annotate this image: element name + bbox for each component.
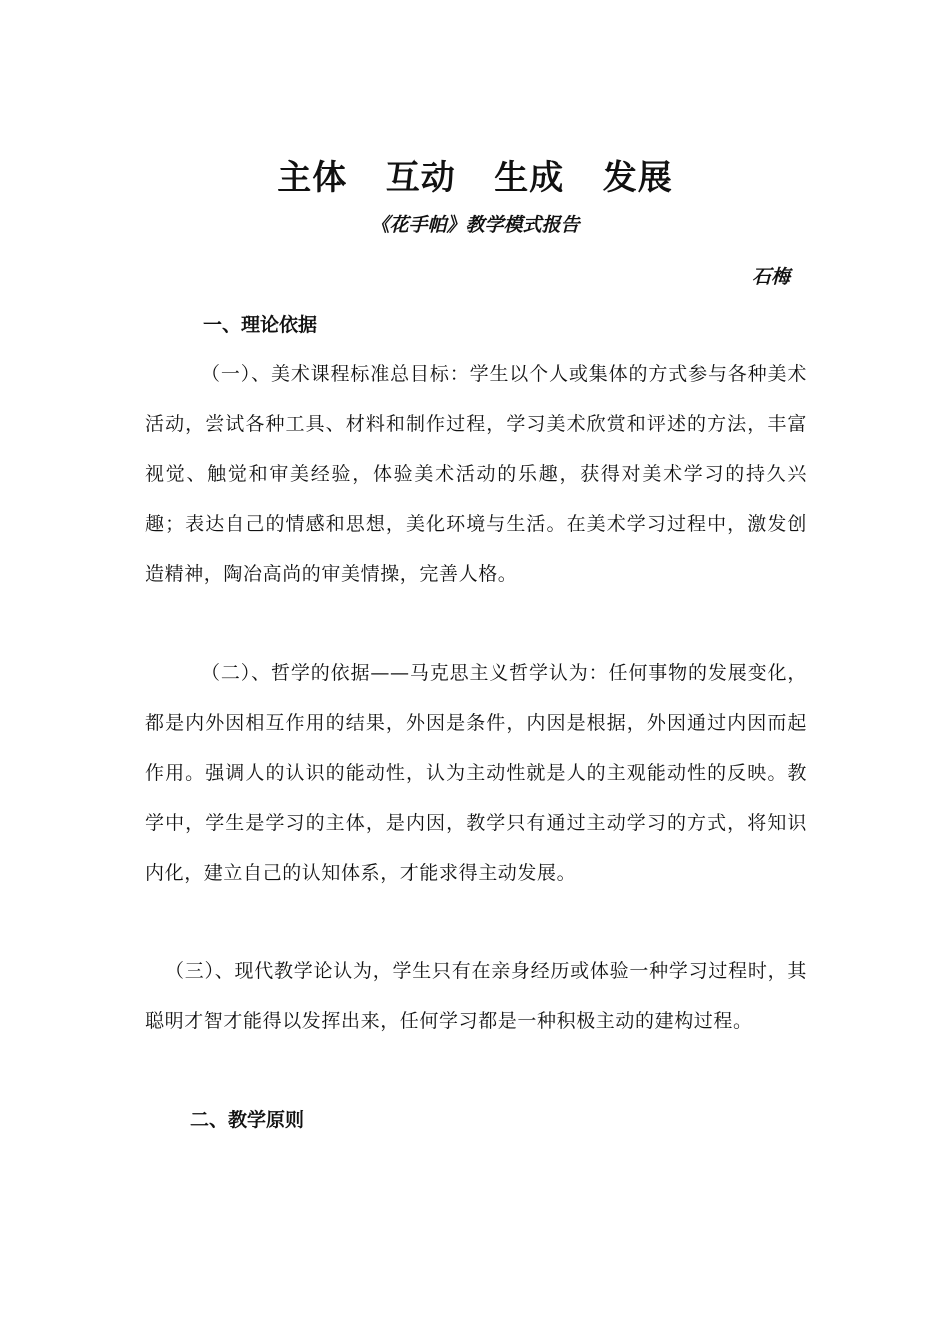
section-heading-principles: 二、教学原则 [190, 1109, 305, 1131]
document-subtitle: 《花手帕》教学模式报告 [370, 214, 580, 236]
paragraph-modern-teaching-theory: （三）、现代教学论认为，学生只有在亲身经历或体验一种学习过程时，其聪明才智才能得以发挥出来，任何学习都是一种积极主动的建构过程。 [145, 960, 807, 1032]
author-name: 石梅 [751, 266, 790, 288]
section-heading-theory: 一、理论依据 [203, 314, 318, 336]
paragraph-philosophy-basis: （二）、哲学的依据——马克思主义哲学认为：任何事物的发展变化，都是内外因相互作用的结果，外因是条件，内因是根据，外因通过内因而起作用。强调人的认识的能动性，认为主动性就是人的主观能动性的反映。教学中，学生是学习的主体，是内因，教学只有通过主动学习的方式，将知识内化，建立自己的认知体系，才能求得主动发展。 [145, 662, 807, 884]
paragraph-curriculum-goals: （一）、美术课程标准总目标：学生以个人或集体的方式参与各种美术活动，尝试各种工具、材料和制作过程，学习美术欣赏和评述的方法，丰富视觉、触觉和审美经验，体验美术活动的乐趣，获得对美术学习的持久兴趣；表达自己的情感和思想，美化环境与生活。在美术学习过程中，激发创造精神，陶冶高尚的审美情操，完善人格。 [145, 363, 807, 585]
document-title: 主体 互动 生成 发展 [277, 158, 673, 198]
